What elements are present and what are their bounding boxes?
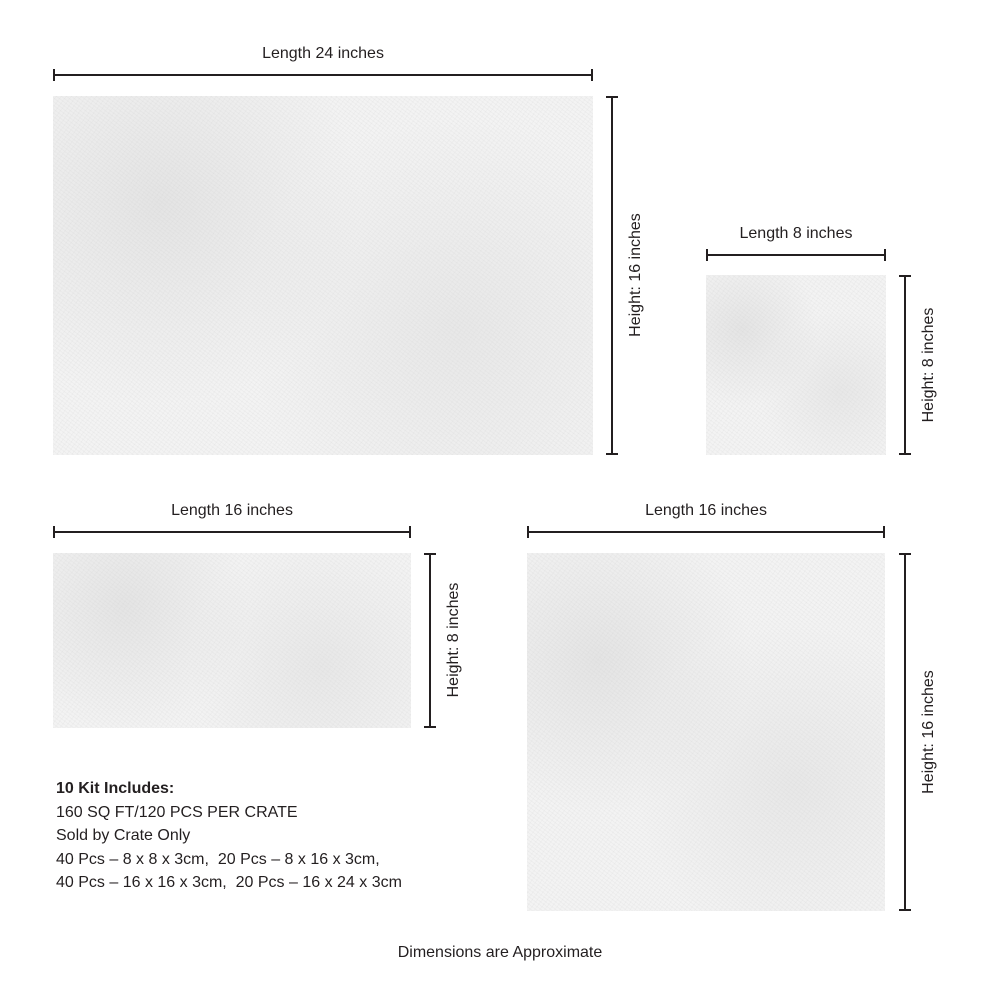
large-tile-length-label: Length 24 inches [262, 45, 384, 62]
large-tile-height-dimension-line [611, 96, 613, 455]
small-tile-length-label: Length 8 inches [739, 225, 853, 242]
rect-tile-length-label: Length 16 inches [171, 502, 293, 519]
rect-tile-length-dimension-line [53, 531, 411, 533]
square-tile-length-label: Length 16 inches [645, 502, 767, 519]
kit-coverage: 160 SQ FT/120 PCS PER CRATE [56, 803, 298, 821]
square-tile-length-dimension-line [527, 531, 885, 533]
kit-pieces-line-2: 40 Pcs – 16 x 16 x 3cm, 20 Pcs – 16 x 24 x 3cm [56, 874, 402, 891]
large-tile-24x16 [53, 96, 593, 455]
square-tile-16x16 [527, 553, 885, 911]
square-tile-height-label: Height: 16 inches [920, 670, 937, 794]
small-tile-height-dimension-line [904, 275, 906, 455]
kit-sold-by: Sold by Crate Only [56, 827, 191, 844]
dimensions-note: Dimensions are Approximate [397, 944, 603, 961]
small-tile-8x8 [706, 275, 886, 455]
small-tile-height-label: Height: 8 inches [920, 307, 937, 423]
small-tile-length-dimension-line [706, 254, 886, 256]
kit-pieces-line-1: 40 Pcs – 8 x 8 x 3cm, 20 Pcs – 8 x 16 x 3cm, [56, 850, 380, 868]
large-tile-height-label: Height: 16 inches [627, 213, 644, 337]
rect-tile-16x8 [53, 553, 411, 728]
large-tile-length-dimension-line [53, 74, 593, 76]
rect-tile-height-label: Height: 8 inches [445, 582, 462, 698]
kit-title: 10 Kit Includes: [56, 780, 175, 797]
rect-tile-height-dimension-line [429, 553, 431, 728]
square-tile-height-dimension-line [904, 553, 906, 911]
kit-info [56, 777, 402, 895]
